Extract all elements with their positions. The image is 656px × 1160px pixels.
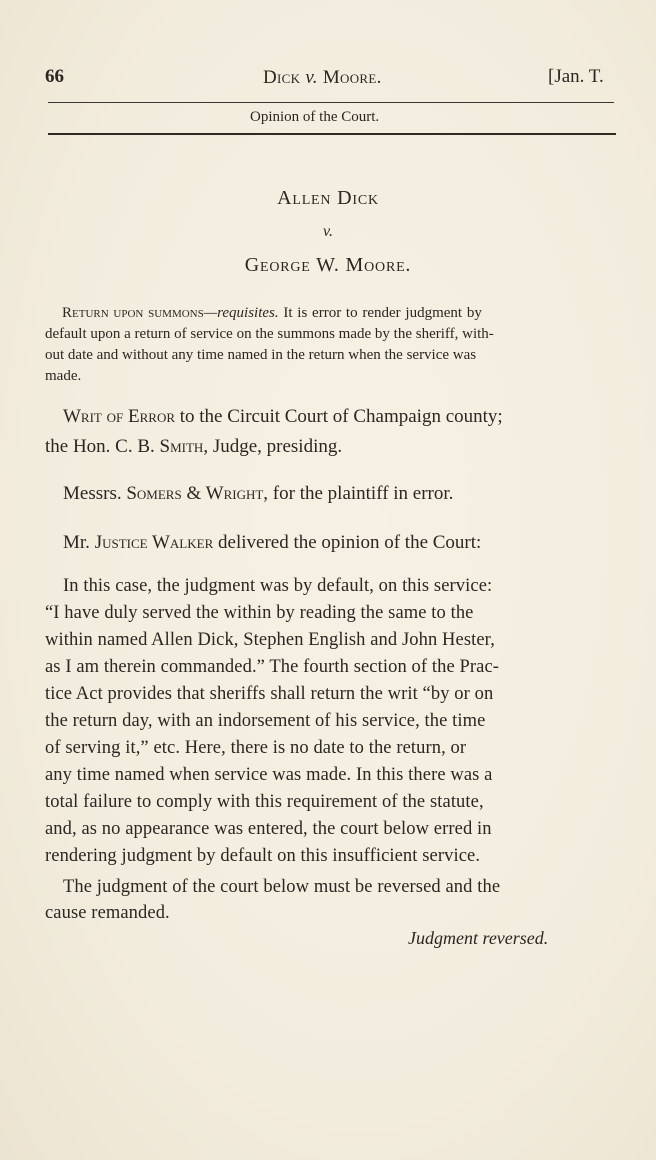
opinion-line: “I have duly served the within by reading the same to the — [45, 603, 474, 623]
opinion-line: any time named when service was made. In this there was a — [45, 765, 493, 785]
counsel-suffix: , for the plaintiff in error. — [263, 483, 454, 504]
opinion-line: of serving it,” etc. Here, there is no date to the return, or — [45, 738, 467, 758]
writ-line-2-a: the Hon. C. B. — [45, 436, 160, 457]
opinion-line: as I am therein commanded.” The fourth section of the Prac- — [45, 657, 500, 677]
writ-lead: Writ of Error — [63, 406, 175, 427]
delivery-justice: Justice Walker — [94, 532, 214, 553]
section-subheader: Opinion of the Court. — [250, 109, 380, 125]
running-title-left: Dick — [263, 67, 301, 88]
syllabus-line-4: made. — [45, 368, 82, 384]
page-number: 66 — [45, 66, 64, 87]
delivery-prefix: Mr. — [63, 532, 95, 553]
running-title-versus: v. — [305, 67, 318, 88]
delivery-line — [63, 532, 481, 554]
syllabus-line-1 — [62, 305, 482, 322]
delivery-suffix: delivered the opinion of the Court: — [213, 532, 482, 553]
running-title — [263, 67, 382, 89]
header-rule — [48, 102, 614, 103]
opinion-line: The judgment of the court below must be reversed and the — [63, 877, 501, 897]
opinion-line: In this case, the judgment was by default, on this service: — [63, 576, 493, 596]
judgment-result: Judgment reversed. — [408, 928, 549, 948]
syllabus-lead: Return upon summons — [62, 305, 204, 321]
opinion-line: rendering judgment by default on this insufficient service. — [45, 846, 481, 866]
writ-judge-name: Smith — [159, 436, 204, 457]
counsel-names: Somers & Wright — [126, 483, 264, 504]
opinion-line: cause remanded. — [45, 903, 170, 923]
case-plaintiff: Allen Dick — [277, 187, 379, 209]
opinion-line: total failure to comply with this requirement of the statute, — [45, 792, 484, 812]
opinion-line: within named Allen Dick, Stephen English and John Hester, — [45, 630, 495, 650]
subheader-rule — [48, 133, 616, 135]
opinion-line: and, as no appearance was entered, the court below erred in — [45, 819, 492, 839]
writ-line-1 — [63, 406, 503, 428]
opinion-line: tice Act provides that sheriffs shall return the writ “by or on — [45, 684, 494, 704]
syllabus-line-3: out date and without any time named in the return when the service was — [45, 347, 477, 363]
writ-line-2-b: , Judge, presiding. — [203, 436, 343, 457]
writ-line-1-text: to the Circuit Court of Champaign county; — [175, 406, 503, 427]
syllabus-lead-italic: —requisites. — [203, 305, 279, 321]
running-title-right: Moore. — [322, 67, 382, 88]
opinion-line: the return day, with an indorsement of his service, the time — [45, 711, 486, 731]
counsel-prefix: Messrs. — [63, 483, 127, 504]
case-defendant: George W. Moore. — [244, 254, 412, 276]
term-date: [Jan. T. — [548, 66, 604, 87]
syllabus-line-1-text: It is error to render judgment by — [278, 305, 482, 321]
writ-line-2 — [45, 436, 342, 458]
case-versus: v. — [323, 223, 333, 240]
counsel-line — [63, 483, 453, 505]
syllabus-line-2: default upon a return of service on the summons made by the sheriff, with- — [45, 326, 494, 342]
